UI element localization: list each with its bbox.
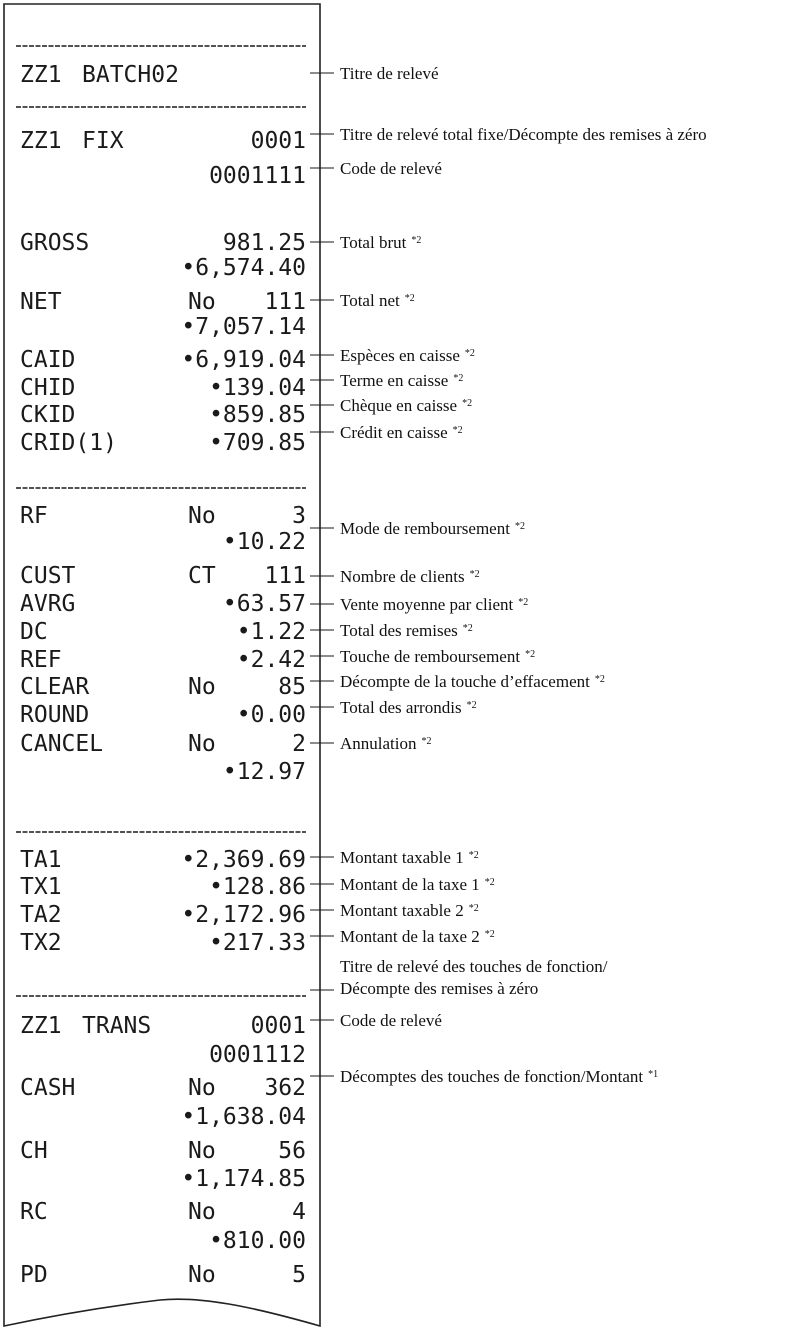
annotation-text: Titre de relevé des touches de fonction/ bbox=[340, 957, 608, 976]
receipt-sublabel: BATCH02 bbox=[82, 62, 179, 88]
annotation-label bbox=[340, 371, 463, 390]
receipt-value: 0001 bbox=[250, 1013, 306, 1039]
receipt-value: 111 bbox=[264, 289, 306, 315]
receipt-value: •1.22 bbox=[236, 619, 306, 645]
receipt-value: •810.00 bbox=[209, 1228, 306, 1254]
receipt-label: ZZ1 bbox=[20, 1013, 62, 1039]
annotation-label bbox=[340, 957, 608, 976]
annotation-footnote: *2 bbox=[514, 521, 525, 532]
receipt-label: ZZ1 bbox=[20, 128, 62, 154]
receipt-label: CAID bbox=[20, 347, 76, 373]
receipt-label: RC bbox=[20, 1199, 48, 1225]
annotation-footnote: *2 bbox=[518, 597, 529, 608]
receipt-label: AVRG bbox=[20, 591, 76, 617]
receipt-label: GROSS bbox=[20, 230, 90, 256]
receipt-label: PD bbox=[20, 1262, 48, 1288]
annotation-text: Mode de remboursement bbox=[340, 519, 510, 538]
annotation-footnote: *2 bbox=[484, 929, 495, 940]
receipt-qualifier: No bbox=[188, 1262, 216, 1288]
annotation-text: Décompte des remises à zéro bbox=[340, 979, 539, 998]
annotation-footnote: *2 bbox=[452, 425, 463, 436]
receipt-label: RF bbox=[20, 503, 48, 529]
annotation-label bbox=[340, 698, 477, 717]
receipt-value: 5 bbox=[292, 1262, 306, 1288]
annotation-label bbox=[340, 396, 472, 415]
annotation-footnote: *1 bbox=[648, 1069, 659, 1080]
annotation-text: Chèque en caisse bbox=[340, 396, 458, 415]
receipt-qualifier: CT bbox=[188, 563, 216, 589]
receipt-qualifier: No bbox=[188, 1199, 216, 1225]
receipt-qualifier: No bbox=[188, 289, 216, 315]
receipt-line bbox=[209, 1228, 306, 1254]
annotation-label bbox=[340, 233, 421, 252]
annotation-footnote: *2 bbox=[468, 903, 479, 914]
receipt-value: 56 bbox=[278, 1138, 306, 1164]
annotation-text: Montant taxable 2 bbox=[340, 901, 464, 920]
receipt-value: 0001112 bbox=[209, 1042, 306, 1068]
annotation-footnote: *2 bbox=[484, 877, 495, 888]
annotation-footnote: *2 bbox=[462, 398, 473, 409]
annotation-text: Code de relevé bbox=[340, 159, 442, 178]
annotation-text: Montant de la taxe 2 bbox=[340, 927, 480, 946]
receipt-value: •1,174.85 bbox=[181, 1166, 306, 1192]
annotation-label bbox=[340, 125, 707, 144]
annotation-text: Titre de relevé bbox=[340, 64, 439, 83]
receipt-qualifier: No bbox=[188, 1075, 216, 1101]
annotation-footnote: *2 bbox=[421, 736, 432, 747]
receipt-line bbox=[209, 163, 306, 189]
annotation-text: Total brut bbox=[340, 233, 407, 252]
annotation-footnote: *2 bbox=[411, 235, 422, 246]
receipt-value: 111 bbox=[264, 563, 306, 589]
annotation-text: Décomptes des touches de fonction/Montant bbox=[340, 1067, 644, 1086]
annotation-label bbox=[340, 1067, 658, 1086]
annotation-label bbox=[340, 159, 442, 178]
receipt-sublabel: TRANS bbox=[82, 1013, 152, 1039]
annotation-text: Titre de relevé total fixe/Décompte des remises à zéro bbox=[340, 125, 707, 144]
annotation-footnote: *2 bbox=[464, 348, 475, 359]
receipt-value: 3 bbox=[292, 503, 306, 529]
receipt-value: 0001 bbox=[250, 128, 306, 154]
annotation-text: Annulation bbox=[340, 734, 417, 753]
annotation-text: Espèces en caisse bbox=[340, 346, 460, 365]
annotation-text: Crédit en caisse bbox=[340, 423, 448, 442]
annotation-text: Code de relevé bbox=[340, 1011, 442, 1030]
annotation-footnote: *2 bbox=[462, 623, 473, 634]
annotation-text: Nombre de clients bbox=[340, 567, 465, 586]
receipt-line bbox=[223, 759, 306, 785]
receipt-value: 362 bbox=[264, 1075, 306, 1101]
annotation-label bbox=[340, 346, 475, 365]
receipt-label: TX1 bbox=[20, 874, 62, 900]
receipt-value: •2,172.96 bbox=[181, 902, 306, 928]
receipt-label: CH bbox=[20, 1138, 48, 1164]
receipt-label: CANCEL bbox=[20, 731, 104, 757]
receipt-value: •1,638.04 bbox=[181, 1104, 306, 1130]
receipt-label: CHID bbox=[20, 375, 76, 401]
receipt-value: •859.85 bbox=[209, 402, 306, 428]
receipt-qualifier: No bbox=[188, 731, 216, 757]
annotation-text: Montant de la taxe 1 bbox=[340, 875, 480, 894]
receipt-value: 4 bbox=[292, 1199, 306, 1225]
annotation-text: Terme en caisse bbox=[340, 371, 449, 390]
receipt-value: 981.25 bbox=[222, 230, 306, 256]
annotation-label bbox=[340, 595, 528, 614]
receipt-value: •6,919.04 bbox=[181, 347, 306, 373]
receipt-line bbox=[223, 529, 306, 555]
receipt-label: NET bbox=[20, 289, 62, 315]
annotation-text: Touche de remboursement bbox=[340, 647, 521, 666]
receipt-label: CLEAR bbox=[20, 674, 90, 700]
annotation-label bbox=[340, 291, 415, 310]
annotation-text: Total des arrondis bbox=[340, 698, 462, 717]
annotation-footnote: *2 bbox=[404, 293, 415, 304]
receipt-value: •2.42 bbox=[236, 647, 306, 673]
annotation-label bbox=[340, 979, 538, 998]
receipt-line bbox=[181, 255, 306, 281]
annotation-label bbox=[340, 64, 439, 83]
annotation-text: Montant taxable 1 bbox=[340, 848, 464, 867]
receipt-label: REF bbox=[20, 647, 62, 673]
annotation-label bbox=[340, 734, 432, 753]
receipt-label: ROUND bbox=[20, 702, 90, 728]
receipt-value: •139.04 bbox=[209, 375, 306, 401]
annotation-label bbox=[340, 848, 479, 867]
receipt-qualifier: No bbox=[188, 1138, 216, 1164]
receipt-label: TX2 bbox=[20, 930, 62, 956]
annotation-label bbox=[340, 672, 605, 691]
receipt-label: CKID bbox=[20, 402, 76, 428]
receipt-value: •6,574.40 bbox=[181, 255, 306, 281]
receipt-value: •128.86 bbox=[209, 874, 306, 900]
annotation-footnote: *2 bbox=[525, 649, 536, 660]
annotation-label bbox=[340, 647, 535, 666]
receipt-qualifier: No bbox=[188, 674, 216, 700]
receipt-line bbox=[181, 314, 306, 340]
receipt-value: •217.33 bbox=[209, 930, 306, 956]
receipt-value: •0.00 bbox=[236, 702, 306, 728]
receipt-line bbox=[181, 1166, 306, 1192]
receipt-label: CRID(1) bbox=[20, 430, 117, 456]
annotation-label bbox=[340, 1011, 442, 1030]
receipt-line bbox=[181, 1104, 306, 1130]
annotation-label bbox=[340, 567, 480, 586]
receipt-label: CASH bbox=[20, 1075, 76, 1101]
receipt-label: DC bbox=[20, 619, 48, 645]
receipt-line bbox=[209, 1042, 306, 1068]
annotation-footnote: *2 bbox=[469, 569, 480, 580]
annotation-footnote: *2 bbox=[468, 850, 479, 861]
receipt-qualifier: No bbox=[188, 503, 216, 529]
annotation-text: Vente moyenne par client bbox=[340, 595, 514, 614]
receipt-label: TA2 bbox=[20, 902, 62, 928]
annotation-label bbox=[340, 875, 495, 894]
annotation-footnote: *2 bbox=[466, 700, 477, 711]
annotation-text: Total net bbox=[340, 291, 400, 310]
receipt-label: ZZ1 bbox=[20, 62, 62, 88]
annotation-text: Décompte de la touche d’effacement bbox=[340, 672, 590, 691]
annotation-text: Total des remises bbox=[340, 621, 458, 640]
receipt-value: •2,369.69 bbox=[181, 847, 306, 873]
annotation-label bbox=[340, 519, 525, 538]
receipt-value: •7,057.14 bbox=[181, 314, 306, 340]
receipt-label: CUST bbox=[20, 563, 76, 589]
receipt-label: TA1 bbox=[20, 847, 62, 873]
receipt-line bbox=[20, 62, 179, 88]
annotation-label bbox=[340, 927, 495, 946]
receipt-value: 0001111 bbox=[209, 163, 306, 189]
annotation-footnote: *2 bbox=[453, 373, 464, 384]
receipt-value: •12.97 bbox=[222, 759, 306, 785]
annotation-label bbox=[340, 901, 479, 920]
annotation-footnote: *2 bbox=[594, 674, 605, 685]
receipt-sublabel: FIX bbox=[82, 128, 124, 154]
annotation-label bbox=[340, 621, 473, 640]
receipt-value: 85 bbox=[278, 674, 306, 700]
receipt-value: 2 bbox=[292, 731, 306, 757]
annotation-label bbox=[340, 423, 463, 442]
receipt-value: •10.22 bbox=[222, 529, 306, 555]
receipt-value: •709.85 bbox=[209, 430, 306, 456]
annotations bbox=[310, 64, 707, 1086]
receipt-value: •63.57 bbox=[222, 591, 306, 617]
